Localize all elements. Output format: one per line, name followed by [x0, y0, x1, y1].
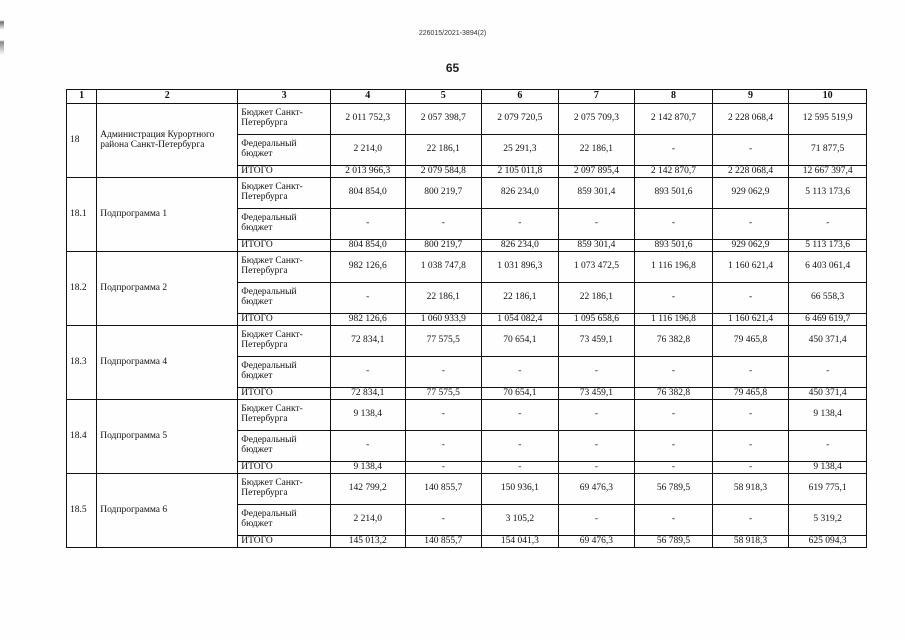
value-cell: -: [712, 431, 789, 462]
value-cell: 800 219,7: [405, 240, 482, 252]
budget-source: ИТОГО: [238, 536, 331, 548]
value-cell: 982 126,6: [330, 252, 405, 283]
value-cell: 804 854,0: [330, 178, 405, 209]
value-cell: -: [712, 462, 789, 474]
value-cell: -: [712, 357, 789, 388]
value-cell: 619 775,1: [789, 474, 867, 505]
value-cell: 9 138,4: [330, 400, 405, 431]
column-header: 3: [238, 90, 331, 104]
value-cell: -: [635, 357, 713, 388]
budget-source: ИТОГО: [238, 388, 331, 400]
value-cell: 9 138,4: [789, 400, 867, 431]
table-row: [67, 178, 867, 209]
value-cell: 70 654,1: [482, 326, 559, 357]
value-cell: 73 459,1: [558, 388, 635, 400]
value-cell: -: [482, 431, 559, 462]
value-cell: -: [482, 209, 559, 240]
value-cell: -: [712, 135, 789, 166]
value-cell: 2 097 895,4: [558, 166, 635, 178]
budget-source: Федеральный бюджет: [238, 505, 331, 536]
value-cell: 77 575,5: [405, 326, 482, 357]
budget-table: [66, 89, 867, 548]
budget-source: Бюджет Санкт-Петербурга: [238, 104, 331, 135]
value-cell: 1 031 896,3: [482, 252, 559, 283]
value-cell: 69 476,3: [558, 474, 635, 505]
value-cell: -: [482, 462, 559, 474]
budget-source: ИТОГО: [238, 314, 331, 326]
value-cell: 2 075 709,3: [558, 104, 635, 135]
value-cell: 140 855,7: [405, 474, 482, 505]
value-cell: -: [635, 209, 713, 240]
value-cell: 79 465,8: [712, 388, 789, 400]
value-cell: 826 234,0: [482, 178, 559, 209]
value-cell: 859 301,4: [558, 178, 635, 209]
value-cell: 804 854,0: [330, 240, 405, 252]
row-index: 18.4: [67, 400, 97, 474]
value-cell: -: [405, 400, 482, 431]
value-cell: -: [558, 462, 635, 474]
row-index: 18.3: [67, 326, 97, 400]
budget-source: ИТОГО: [238, 240, 331, 252]
value-cell: 142 799,2: [330, 474, 405, 505]
value-cell: 73 459,1: [558, 326, 635, 357]
budget-source: Федеральный бюджет: [238, 283, 331, 314]
budget-source: Бюджет Санкт-Петербурга: [238, 178, 331, 209]
value-cell: 2 011 752,3: [330, 104, 405, 135]
value-cell: 2 228 068,4: [712, 104, 789, 135]
program-name: Подпрограмма 1: [97, 178, 238, 252]
column-header: 2: [97, 90, 238, 104]
value-cell: 893 501,6: [635, 178, 713, 209]
value-cell: 826 234,0: [482, 240, 559, 252]
value-cell: 71 877,5: [789, 135, 867, 166]
value-cell: 22 186,1: [405, 283, 482, 314]
value-cell: -: [712, 400, 789, 431]
budget-source: ИТОГО: [238, 462, 331, 474]
table-row: [67, 474, 867, 505]
value-cell: 69 476,3: [558, 536, 635, 548]
value-cell: 929 062,9: [712, 178, 789, 209]
column-header: 9: [712, 90, 789, 104]
value-cell: -: [405, 209, 482, 240]
value-cell: 9 138,4: [330, 462, 405, 474]
value-cell: 6 469 619,7: [789, 314, 867, 326]
value-cell: 800 219,7: [405, 178, 482, 209]
value-cell: -: [789, 209, 867, 240]
column-header: 6: [482, 90, 559, 104]
column-header: 1: [67, 90, 97, 104]
value-cell: 12 595 519,9: [789, 104, 867, 135]
value-cell: 22 186,1: [482, 283, 559, 314]
value-cell: 2 214,0: [330, 135, 405, 166]
value-cell: 5 113 173,6: [789, 178, 867, 209]
value-cell: -: [330, 209, 405, 240]
value-cell: 9 138,4: [789, 462, 867, 474]
value-cell: -: [405, 505, 482, 536]
value-cell: -: [482, 400, 559, 431]
value-cell: 56 789,5: [635, 536, 713, 548]
value-cell: 2 013 966,3: [330, 166, 405, 178]
budget-source: Федеральный бюджет: [238, 209, 331, 240]
value-cell: 450 371,4: [789, 326, 867, 357]
value-cell: -: [712, 505, 789, 536]
value-cell: 893 501,6: [635, 240, 713, 252]
table-row: [67, 104, 867, 135]
value-cell: 2 228 068,4: [712, 166, 789, 178]
value-cell: 150 936,1: [482, 474, 559, 505]
value-cell: 25 291,3: [482, 135, 559, 166]
value-cell: -: [635, 283, 713, 314]
value-cell: -: [789, 357, 867, 388]
value-cell: 22 186,1: [558, 135, 635, 166]
program-name: Подпрограмма 4: [97, 326, 238, 400]
table-row: [67, 400, 867, 431]
value-cell: 22 186,1: [405, 135, 482, 166]
value-cell: 66 558,3: [789, 283, 867, 314]
row-index: 18.1: [67, 178, 97, 252]
value-cell: 154 041,3: [482, 536, 559, 548]
value-cell: -: [635, 400, 713, 431]
program-name: Подпрограмма 2: [97, 252, 238, 326]
value-cell: 1 116 196,8: [635, 314, 713, 326]
column-header: 8: [635, 90, 713, 104]
value-cell: -: [330, 357, 405, 388]
value-cell: 56 789,5: [635, 474, 713, 505]
page-number: 65: [445, 61, 460, 75]
value-cell: 12 667 397,4: [789, 166, 867, 178]
value-cell: 1 160 621,4: [712, 314, 789, 326]
value-cell: -: [789, 431, 867, 462]
budget-source: Федеральный бюджет: [238, 135, 331, 166]
value-cell: 76 382,8: [635, 388, 713, 400]
budget-source: Федеральный бюджет: [238, 431, 331, 462]
value-cell: 929 062,9: [712, 240, 789, 252]
value-cell: 625 094,3: [789, 536, 867, 548]
budget-source: Бюджет Санкт-Петербурга: [238, 252, 331, 283]
value-cell: -: [405, 431, 482, 462]
table-row: [67, 252, 867, 283]
value-cell: -: [635, 135, 713, 166]
value-cell: -: [405, 462, 482, 474]
value-cell: 1 116 196,8: [635, 252, 713, 283]
program-name: Подпрограмма 6: [97, 474, 238, 548]
value-cell: 6 403 061,4: [789, 252, 867, 283]
document-id: 226015/2021-3894(2): [418, 30, 487, 37]
value-cell: 2 214,0: [330, 505, 405, 536]
header-row: [67, 90, 867, 104]
value-cell: -: [712, 283, 789, 314]
value-cell: -: [405, 357, 482, 388]
value-cell: 5 113 173,6: [789, 240, 867, 252]
value-cell: -: [558, 400, 635, 431]
value-cell: -: [635, 431, 713, 462]
value-cell: 2 142 870,7: [635, 166, 713, 178]
value-cell: 5 319,2: [789, 505, 867, 536]
value-cell: 72 834,1: [330, 326, 405, 357]
value-cell: -: [558, 505, 635, 536]
value-cell: 1 060 933,9: [405, 314, 482, 326]
value-cell: 3 105,2: [482, 505, 559, 536]
value-cell: 145 013,2: [330, 536, 405, 548]
value-cell: 58 918,3: [712, 536, 789, 548]
budget-source: Федеральный бюджет: [238, 357, 331, 388]
value-cell: -: [712, 209, 789, 240]
table-row: [67, 326, 867, 357]
column-header: 10: [789, 90, 867, 104]
column-header: 4: [330, 90, 405, 104]
value-cell: 982 126,6: [330, 314, 405, 326]
scan-edge-artifact: [0, 0, 4, 640]
budget-source: Бюджет Санкт-Петербурга: [238, 400, 331, 431]
budget-source: Бюджет Санкт-Петербурга: [238, 474, 331, 505]
value-cell: 79 465,8: [712, 326, 789, 357]
value-cell: 2 079 720,5: [482, 104, 559, 135]
value-cell: 72 834,1: [330, 388, 405, 400]
value-cell: 76 382,8: [635, 326, 713, 357]
value-cell: 2 142 870,7: [635, 104, 713, 135]
value-cell: -: [635, 462, 713, 474]
column-header: 5: [405, 90, 482, 104]
value-cell: 77 575,5: [405, 388, 482, 400]
value-cell: 1 038 747,8: [405, 252, 482, 283]
value-cell: 1 160 621,4: [712, 252, 789, 283]
value-cell: 140 855,7: [405, 536, 482, 548]
value-cell: -: [635, 505, 713, 536]
value-cell: -: [482, 357, 559, 388]
value-cell: 2 105 011,8: [482, 166, 559, 178]
budget-source: Бюджет Санкт-Петербурга: [238, 326, 331, 357]
value-cell: 22 186,1: [558, 283, 635, 314]
value-cell: 1 095 658,6: [558, 314, 635, 326]
value-cell: 450 371,4: [789, 388, 867, 400]
value-cell: -: [558, 357, 635, 388]
value-cell: -: [558, 431, 635, 462]
value-cell: 1 073 472,5: [558, 252, 635, 283]
program-name: Администрация Курортного района Санкт-Петербурга: [97, 104, 238, 178]
row-index: 18.2: [67, 252, 97, 326]
row-index: 18: [67, 104, 97, 178]
value-cell: 58 918,3: [712, 474, 789, 505]
program-name: Подпрограмма 5: [97, 400, 238, 474]
value-cell: 1 054 082,4: [482, 314, 559, 326]
value-cell: -: [330, 283, 405, 314]
value-cell: 2 079 584,8: [405, 166, 482, 178]
row-index: 18.5: [67, 474, 97, 548]
value-cell: 859 301,4: [558, 240, 635, 252]
value-cell: 2 057 398,7: [405, 104, 482, 135]
column-header: 7: [558, 90, 635, 104]
value-cell: -: [330, 431, 405, 462]
value-cell: 70 654,1: [482, 388, 559, 400]
budget-source: ИТОГО: [238, 166, 331, 178]
value-cell: -: [558, 209, 635, 240]
